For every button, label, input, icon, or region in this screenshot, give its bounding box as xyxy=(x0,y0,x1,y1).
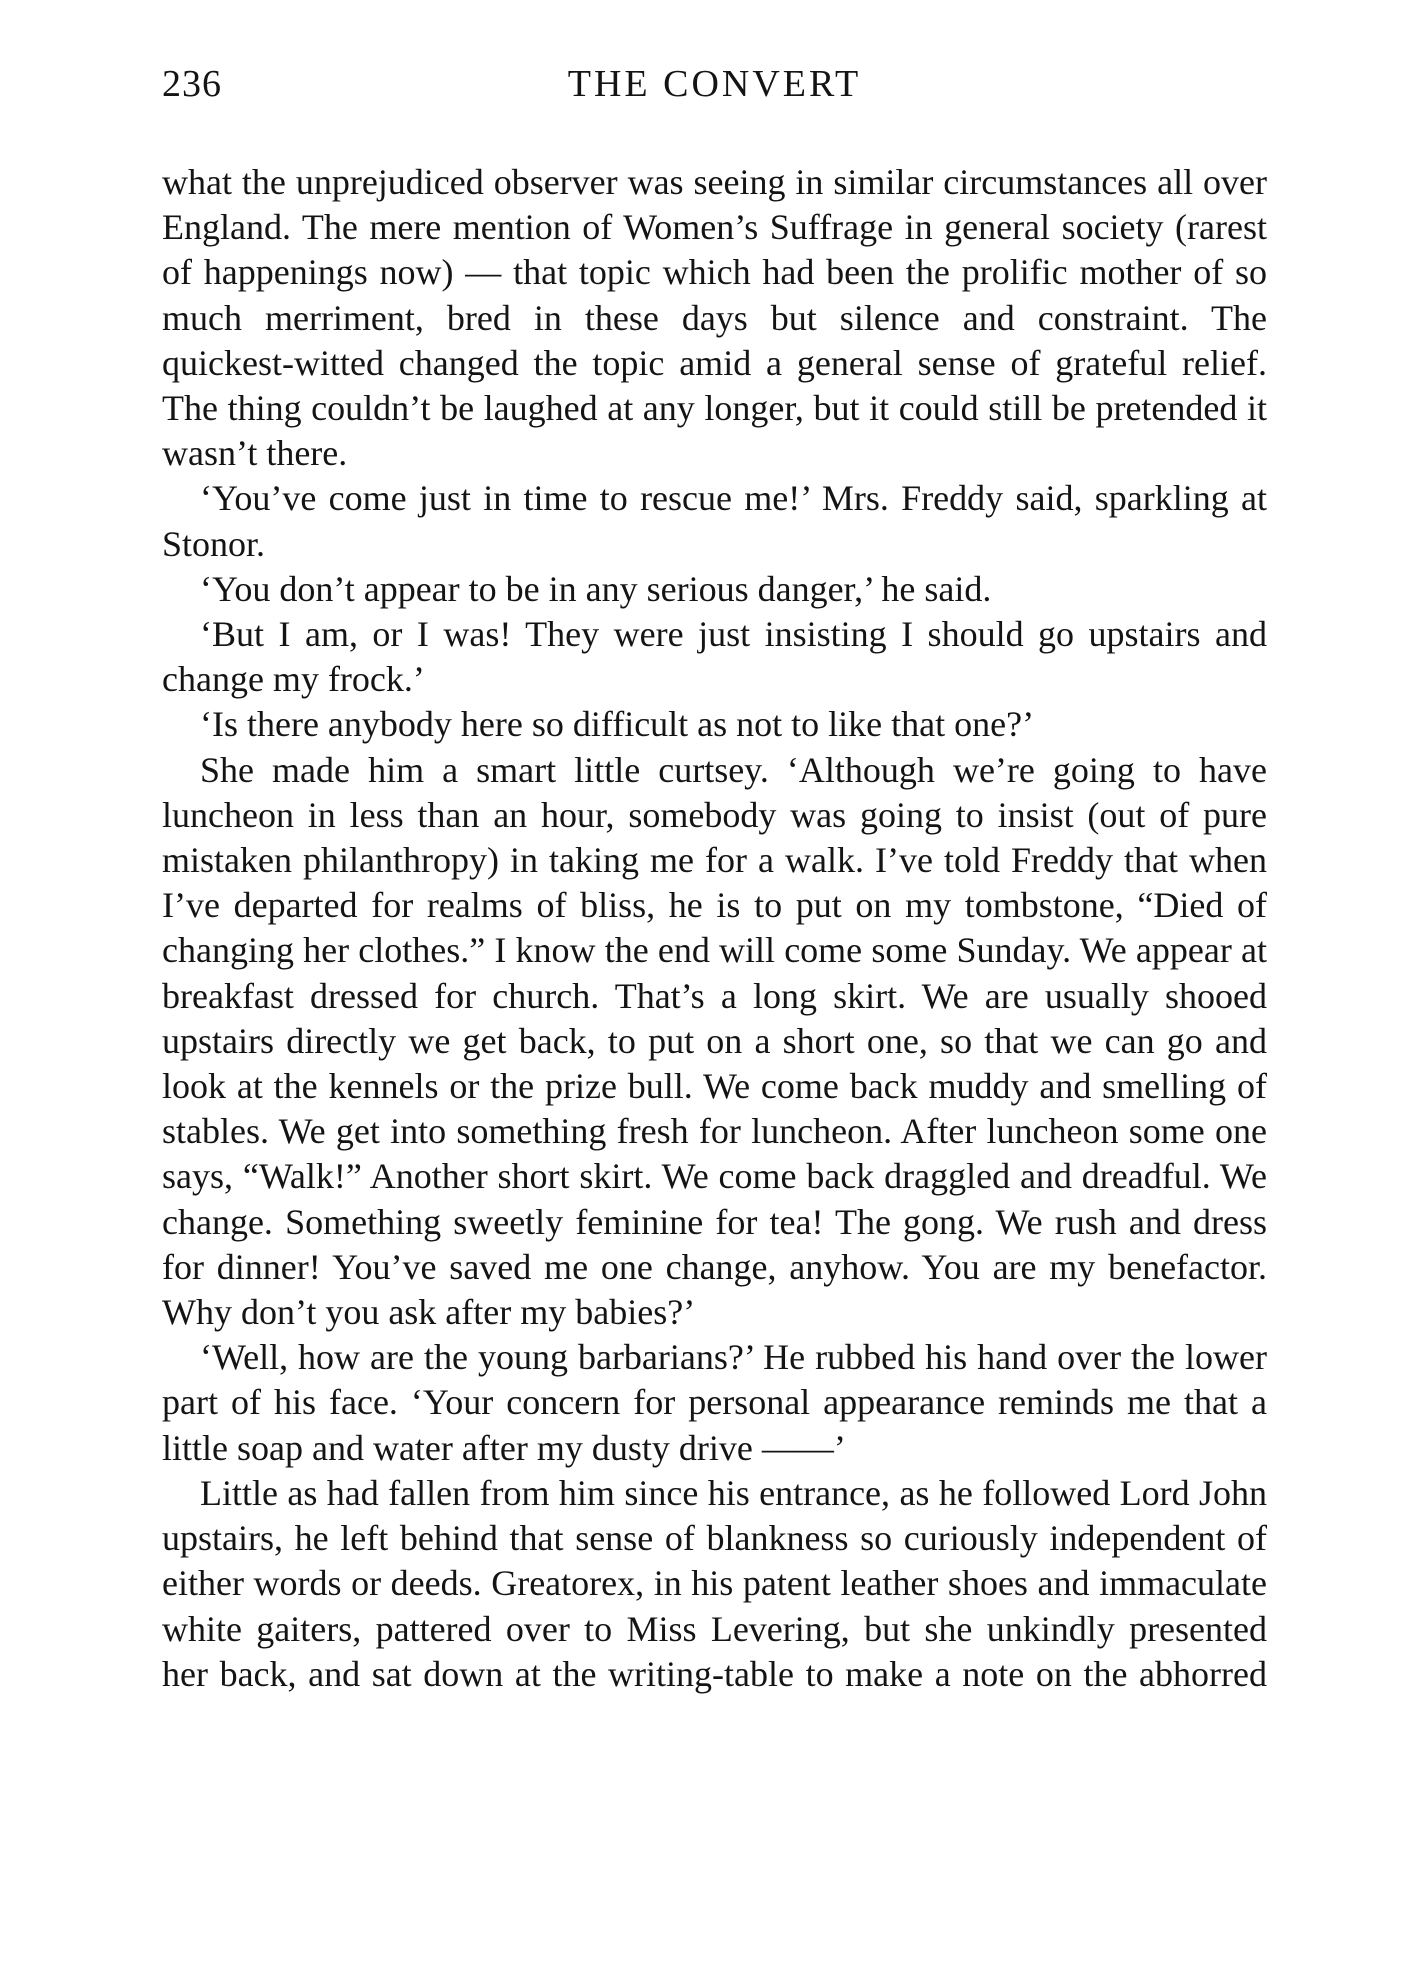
paragraph: Little as had fallen from him since his entrance, as he followed Lord John upstairs, he left behind that sense of blankness so curiously independent of either words or deeds. Greatorex, in his patent leather shoes and immaculate white gaiters, pattered over to Miss Levering, but she unkindly presented her back, and sat down at the writing-table to make a note on the abhorred xyxy=(162,1472,1267,1694)
page-number: 236 xyxy=(162,63,222,105)
paragraph: ‘But I am, or I was! They were just insisting I should go upstairs and change my frock.’ xyxy=(162,614,1267,700)
body-text xyxy=(162,160,1267,1697)
paragraph: ‘You’ve come just in time to rescue me!’ Mrs. Freddy said, sparkling at Stonor. xyxy=(162,478,1267,564)
paragraph: She made him a smart little curtsey. ‘Although we’re going to have luncheon in less than an hour, somebody was going to insist (out of pure mistaken philanthropy) in taking me for a walk. I’ve told Freddy that when I’ve departed for realms of bliss, he is to put on my tombstone, “Died of changing her clothes.” I know the end will come some Sunday. We appear at breakfast dressed for church. That’s a long skirt. We are usually shooed upstairs directly we get back, to put on a short one, so that we can go and look at the kennels or the prize bull. We come back muddy and smelling of stables. We get into something fresh for luncheon. After luncheon some one says, “Walk!” Another short skirt. We come back draggled and dreadful. We change. Something sweetly feminine for tea! The gong. We rush and dress for dinner! You’ve saved me one change, anyhow. You are my benefactor. Why don’t you ask after my babies?’ xyxy=(162,749,1267,1333)
paragraph: what the unprejudiced observer was seeing in similar circumstances all over England. The mere mention of Women’s Suffrage in general society (rarest of happenings now) — that topic which had been the prolific mother of so much merriment, bred in these days but silence and constraint. The quickest-witted changed the topic amid a general sense of grateful relief. The thing couldn’t be laughed at any longer, but it could still be pretended it wasn’t there. xyxy=(162,162,1267,474)
running-title: THE CONVERT xyxy=(567,63,862,105)
running-head xyxy=(162,62,1267,110)
paragraph: ‘Well, how are the young barbarians?’ He rubbed his hand over the lower part of his face. ‘Your concern for personal appearance reminds me that a little soap and water after my dusty drive ——’ xyxy=(162,1337,1267,1468)
paragraph: ‘Is there anybody here so difficult as not to like that one?’ xyxy=(200,704,1035,745)
paragraph: ‘You don’t appear to be in any serious danger,’ he said. xyxy=(200,568,992,609)
